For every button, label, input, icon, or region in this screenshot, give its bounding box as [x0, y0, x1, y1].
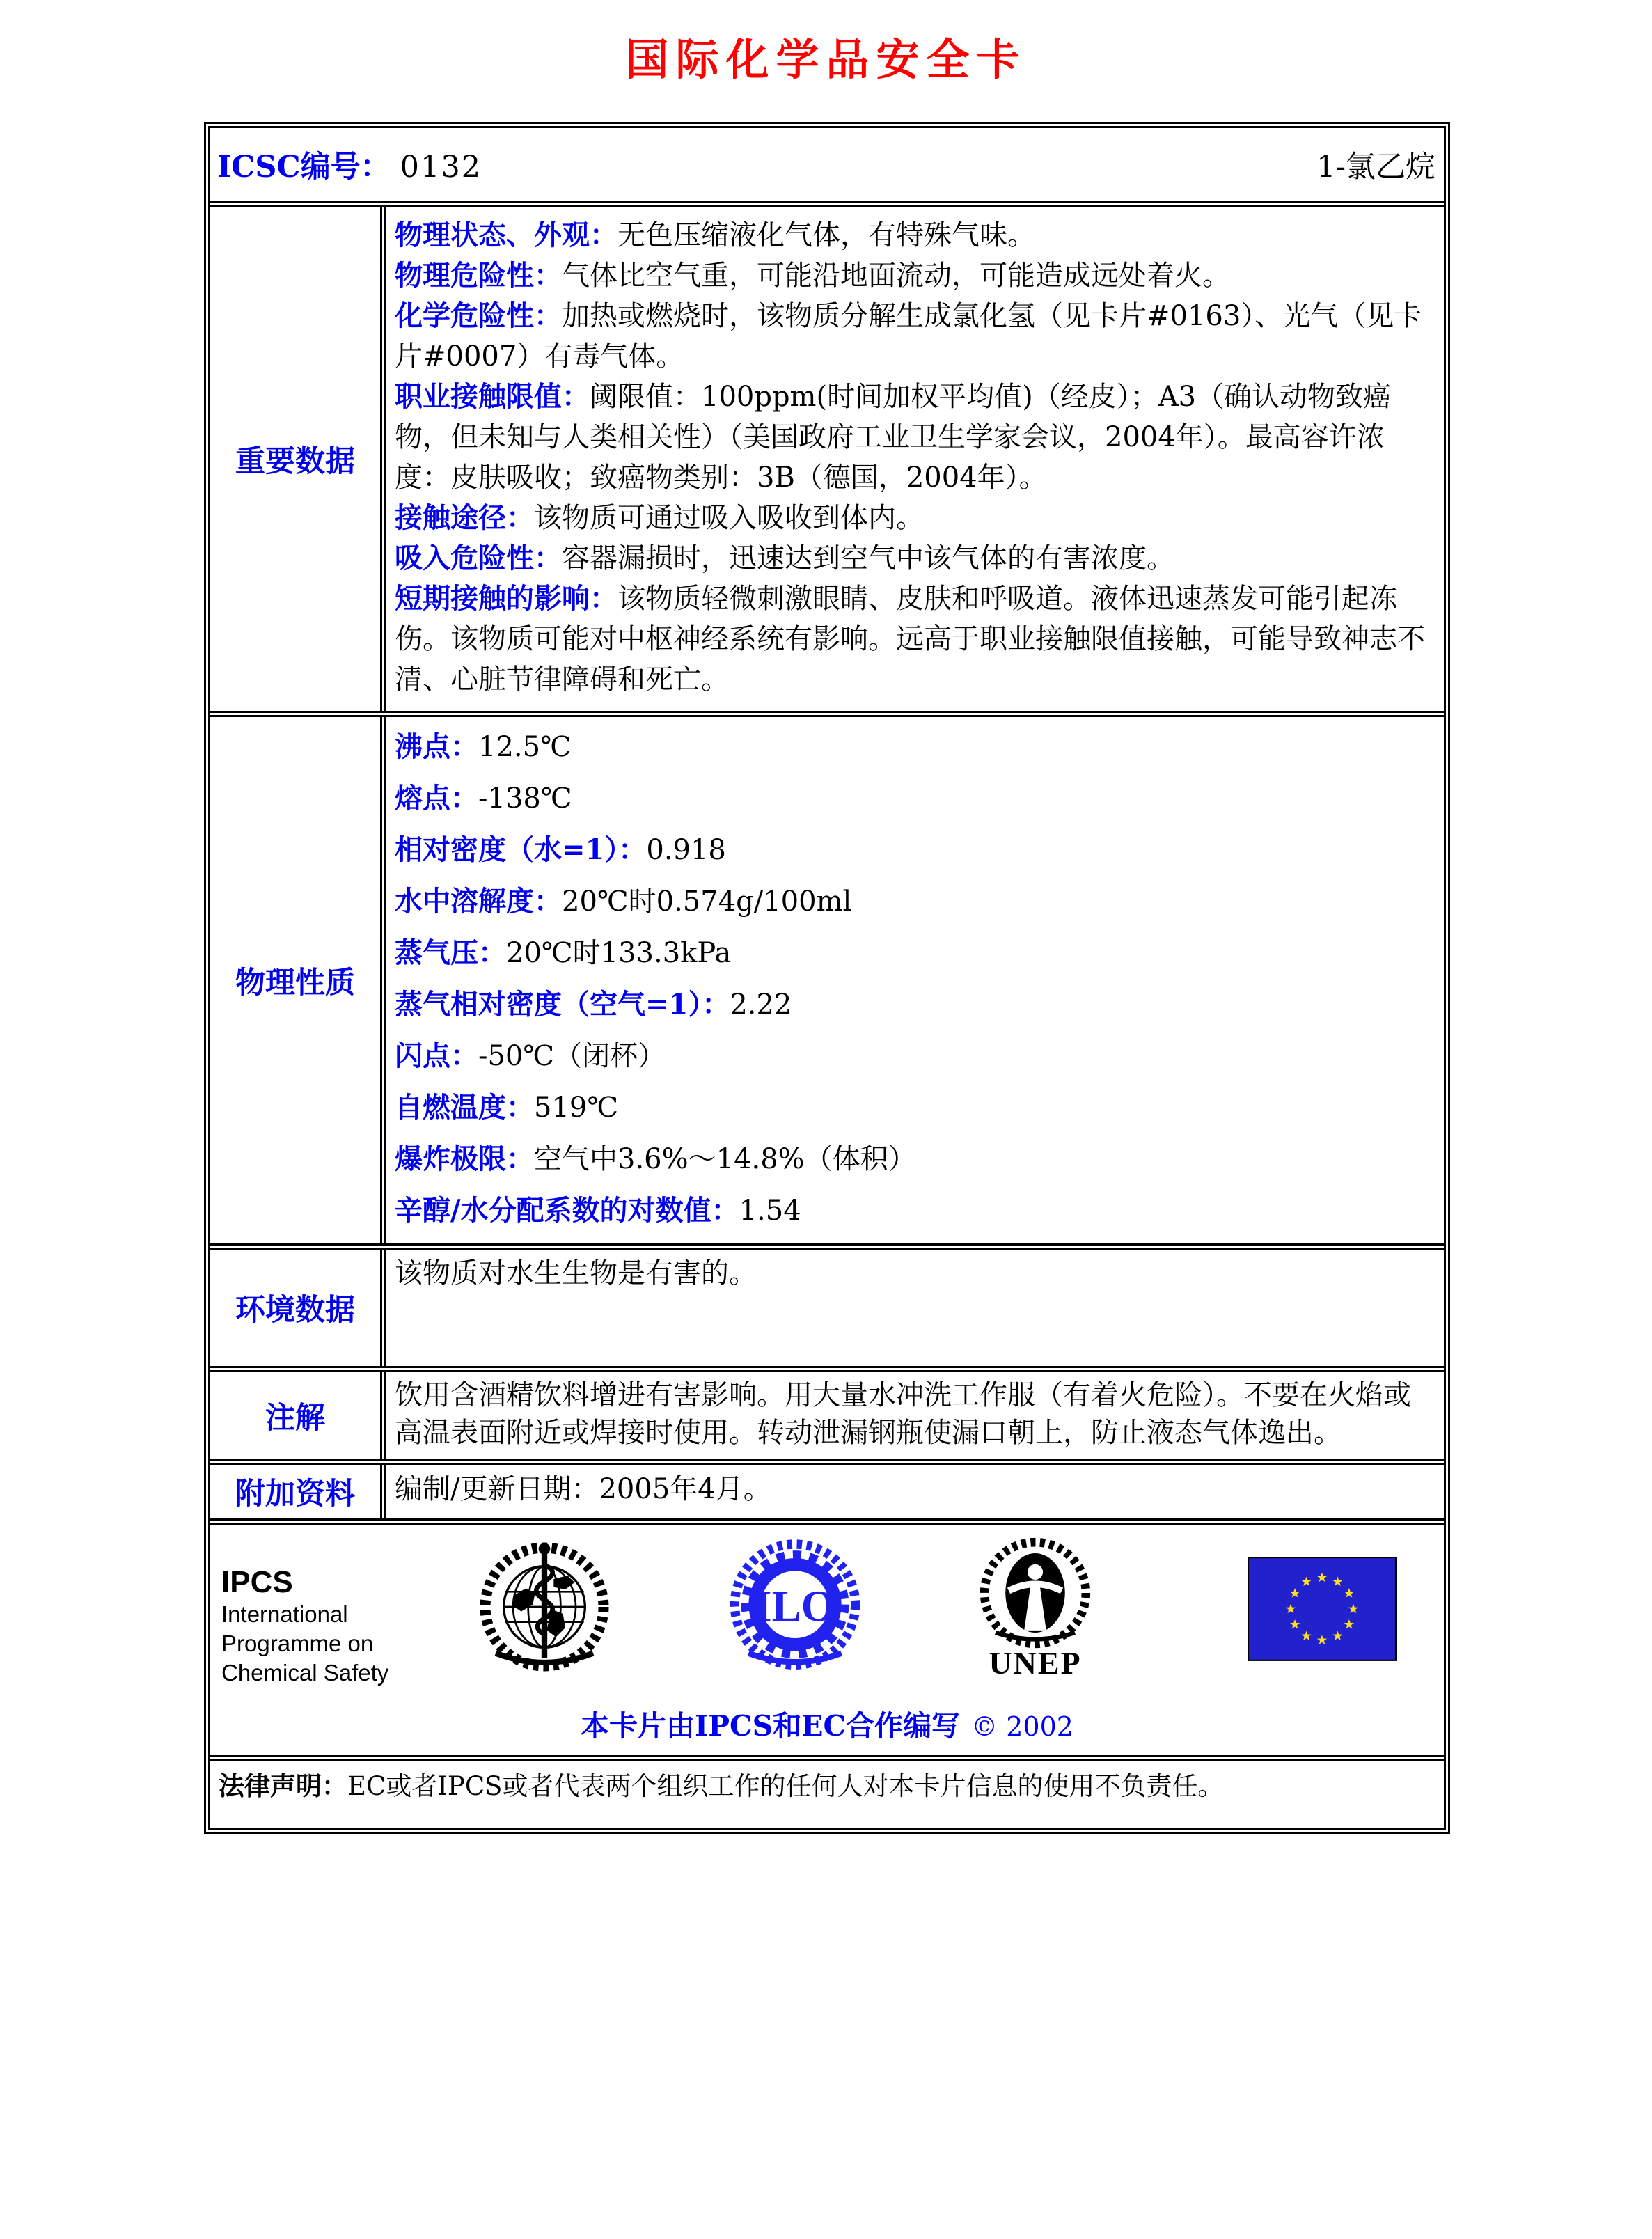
section-notes: [210, 1366, 1444, 1459]
list-item: [395, 721, 1433, 773]
field-value: 空气中3.6%～14.8%（体积）: [534, 1143, 916, 1175]
field-label: 沸点：: [395, 730, 478, 763]
safety-card-table: [204, 122, 1450, 1834]
list-item: [395, 377, 1433, 498]
field-label: 辛醇/水分配系数的对数值：: [395, 1194, 739, 1227]
who-emblem-graphic: [475, 1537, 614, 1676]
ipcs-text-block: [217, 1537, 447, 1688]
list-item: [395, 1030, 1433, 1082]
icsc-number-value: 0132: [400, 149, 482, 184]
ipcs-line1: International: [221, 1601, 348, 1627]
field-label: 吸入危险性：: [395, 542, 562, 574]
organizations-footer: [210, 1518, 1444, 1755]
list-item: [395, 1133, 1433, 1185]
additional-info-text: 编制/更新日期：2005年4月。: [395, 1473, 771, 1505]
field-label: 爆炸极限：: [395, 1142, 534, 1175]
section-title-important: 重要数据: [235, 443, 355, 479]
notes-content: [380, 1372, 1444, 1459]
field-value: -50℃（闭杯）: [478, 1040, 666, 1072]
field-label: 蒸气相对密度（空气=1）：: [395, 988, 730, 1021]
field-label: 熔点：: [395, 782, 478, 815]
field-value: 无色压缩液化气体，有特殊气味。: [617, 219, 1035, 251]
list-item: [395, 876, 1433, 927]
icsc-header-row: [210, 128, 1444, 201]
list-item: [395, 215, 1433, 256]
unep-logo-icon: [969, 1537, 1101, 1681]
section-title-physical: 物理性质: [235, 965, 355, 1000]
logos-strip: [217, 1537, 1437, 1688]
list-item: [395, 1082, 1433, 1133]
field-value: 容器漏损时，迅速达到空气中该气体的有害浓度。: [562, 542, 1174, 574]
ipcs-line3: Chemical Safety: [221, 1660, 389, 1686]
field-label: 自燃温度：: [395, 1091, 534, 1124]
field-value: 20℃时133.3kPa: [506, 937, 732, 969]
field-value: 2.22: [730, 989, 792, 1021]
list-item: [395, 1185, 1433, 1236]
field-label: 水中溶解度：: [395, 885, 562, 918]
list-item: [395, 296, 1433, 377]
field-value: 加热或燃烧时，该物质分解生成氯化氢（见卡片#0163）、光气（见卡片#0007）有毒气体。: [395, 300, 1422, 372]
ilo-logo-icon: [725, 1537, 865, 1676]
chemical-name: 1-氯乙烷: [1316, 149, 1435, 184]
field-value: -138℃: [478, 783, 572, 815]
list-item: [395, 927, 1433, 979]
card-caption: [217, 1703, 1437, 1744]
who-logo-icon: [475, 1537, 614, 1676]
legal-notice-row: [210, 1755, 1444, 1828]
section-title-notes: 注解: [265, 1400, 325, 1436]
environmental-data-content: [380, 1250, 1444, 1366]
field-label: 短期接触的影响：: [395, 582, 617, 615]
field-label: 物理状态、外观：: [395, 219, 617, 251]
icsc-number-group: [217, 143, 482, 186]
field-value: 0.918: [646, 834, 726, 866]
field-label: 职业接触限值：: [395, 380, 590, 413]
caption-copyright: © 2002: [971, 1711, 1073, 1742]
field-value: 该物质轻微刺激眼睛、皮肤和呼吸道。液体迅速蒸发可能引起冻伤。该物质可能对中枢神经系统有影响。远高于职业接触限值接触，可能导致神志不清、心脏节律障碍和死亡。: [395, 583, 1425, 696]
legal-notice-label: 法律声明：: [219, 1770, 347, 1801]
field-label: 接触途径：: [395, 501, 534, 534]
field-value: 12.5℃: [478, 731, 572, 763]
field-value: 阈限值：100ppm(时间加权平均值)（经皮）；A3（确认动物致癌物，但未知与人类相关性）（美国政府工业卫生学家会议，2004年）。最高容许浓度：皮肤吸收；致癌物类别：3B（德国，2004年）。: [395, 381, 1392, 494]
field-label: 闪点：: [395, 1039, 478, 1072]
field-label: 物理危险性：: [395, 259, 562, 292]
section-physical-properties: [210, 711, 1444, 1243]
physical-properties-content: [380, 717, 1444, 1243]
list-item: [395, 773, 1433, 824]
field-label: 化学危险性：: [395, 299, 562, 332]
icsc-number-label: ICSC编号：: [217, 149, 391, 184]
list-item: [395, 498, 1433, 538]
section-title-environment: 环境数据: [235, 1293, 355, 1328]
field-value: 519℃: [534, 1092, 619, 1124]
section-important-data: [210, 201, 1444, 711]
notes-text: 饮用含酒精饮料增进有害影响。用大量水冲洗工作服（有着火危险）。不要在火焰或高温表面附近或焊接时使用。转动泄漏钢瓶使漏口朝上，防止液态气体逸出。: [395, 1379, 1411, 1449]
field-label: 相对密度（水=1）：: [395, 833, 647, 866]
field-label: 蒸气压：: [395, 936, 506, 969]
field-value: 气体比空气重，可能沿地面流动，可能造成远处着火。: [562, 260, 1230, 292]
environment-text: 该物质对水生生物是有害的。: [395, 1257, 757, 1289]
section-additional-info: [210, 1459, 1444, 1518]
additional-info-content: [380, 1465, 1444, 1518]
list-item: [395, 256, 1433, 296]
list-item: [395, 538, 1433, 579]
field-value: 20℃时0.574g/100ml: [562, 886, 852, 918]
field-value: 该物质可通过吸入吸收到体内。: [534, 502, 924, 534]
unep-emblem-graphic: [969, 1537, 1101, 1649]
eu-flag-icon: [1248, 1557, 1397, 1661]
list-item: [395, 579, 1433, 700]
section-title-additional: 附加资料: [235, 1477, 355, 1511]
important-data-content: [380, 207, 1444, 711]
ipcs-name: IPCS: [221, 1565, 293, 1599]
list-item: [395, 824, 1433, 876]
legal-notice-text: EC或者IPCS或者代表两个组织工作的任何人对本卡片信息的使用不负责任。: [347, 1771, 1224, 1801]
list-item: [395, 979, 1433, 1030]
ilo-emblem-graphic: [725, 1537, 865, 1676]
field-value: 1.54: [739, 1195, 801, 1227]
caption-text: 本卡片由IPCS和EC合作编写: [581, 1709, 961, 1743]
page-title: 国际化学品安全卡: [625, 34, 1027, 85]
ipcs-line2: Programme on: [221, 1631, 374, 1656]
unep-word: UNEP: [989, 1645, 1082, 1681]
section-environmental-data: [210, 1243, 1444, 1366]
ilo-letters: ILO: [754, 1582, 836, 1631]
eu-flag-graphic: [1248, 1557, 1397, 1661]
